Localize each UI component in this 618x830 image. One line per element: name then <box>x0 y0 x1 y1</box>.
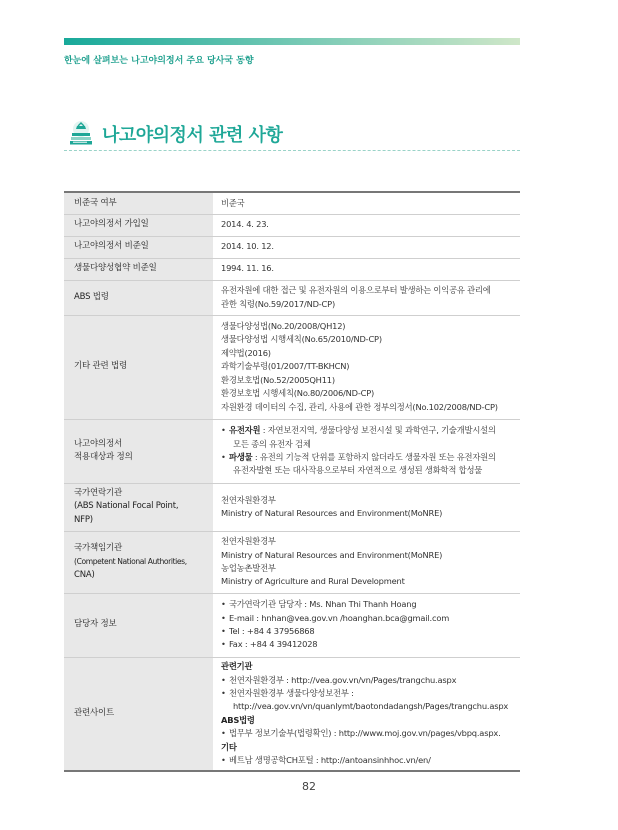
site-item <box>221 727 514 740</box>
value-line: 과학기술부령(01/2007/TT-BKHCN) <box>221 361 350 372</box>
info-table <box>64 191 520 772</box>
site-link[interactable]: 베트남 생명공학CH포털 : http://antoansinhhoc.vn/en/ <box>229 754 431 765</box>
contact-text: Fax : +84 4 39412028 <box>229 639 318 650</box>
row-label: 담당자 정보 <box>64 593 213 657</box>
running-header: 한눈에 살펴보는 나고야의정서 주요 당사국 동향 <box>64 56 254 66</box>
site-item <box>221 674 514 687</box>
row-value: 2014. 10. 12. <box>213 236 520 258</box>
row-value <box>213 280 520 315</box>
row-value <box>213 531 520 593</box>
row-label: 기타 관련 법령 <box>64 315 213 419</box>
table-row <box>64 593 520 657</box>
row-value: 비준국 <box>213 192 520 214</box>
value-line: 천연자원환경부 <box>221 536 276 547</box>
label-line: 적용대상과 정의 <box>74 452 133 462</box>
value-line: 유전자원에 대한 접근 및 유전자원의 이용으로부터 발생하는 이익공유 관리에 <box>221 285 491 296</box>
row-label: ABS 법령 <box>64 280 213 315</box>
site-link[interactable]: 천연자원환경부 : http://vea.gov.vn/vn/Pages/trangchu.aspx <box>229 674 457 685</box>
row-value <box>213 483 520 531</box>
page-number: 82 <box>302 780 316 793</box>
value-line: 환경보호법(No.52/2005QH11) <box>221 374 335 385</box>
library-book-icon <box>66 119 96 149</box>
label-line: CNA) <box>74 569 95 580</box>
label-line: 나고야의정서 <box>74 438 123 449</box>
contact-text: Tel : +84 4 37956868 <box>229 626 315 636</box>
row-value <box>213 315 520 419</box>
title-divider <box>64 150 520 151</box>
row-label: 관련사이트 <box>64 657 213 771</box>
table-row <box>64 315 520 419</box>
table-row <box>64 214 520 236</box>
row-value <box>213 419 520 483</box>
value-line: 생물다양성법 시행세칙(No.65/2010/ND-CP) <box>221 334 382 345</box>
bullet: • <box>221 728 226 739</box>
value-line: 제약법(2016) <box>221 347 271 358</box>
header-gradient-bar <box>64 38 520 45</box>
site-link: 천연자원환경부 생물다양성보전부 : <box>229 687 354 698</box>
bullet: • <box>221 425 226 436</box>
table-row <box>64 657 520 771</box>
row-label <box>64 483 213 531</box>
contact-item <box>221 638 514 651</box>
row-value <box>213 657 520 771</box>
site-link[interactable]: http://vea.gov.vn/vn/quanlymt/baotondadangsh/Pages/trangchu.aspx <box>233 701 509 712</box>
table-row <box>64 192 520 214</box>
label-line: (ABS National Focal Point, <box>74 501 179 512</box>
definition-item <box>221 451 514 464</box>
definition-cont: 모든 종의 유전자 검체 <box>233 438 311 449</box>
site-item <box>221 754 514 767</box>
contact-item <box>221 598 514 611</box>
row-label <box>64 531 213 593</box>
table-row <box>64 531 520 593</box>
site-group-heading: ABS법령 <box>221 714 255 725</box>
contact-item <box>221 625 514 638</box>
bullet: • <box>221 452 226 462</box>
row-value: 2014. 4. 23. <box>213 214 520 236</box>
contact-text: 국가연락기관 담당자 : Ms. Nhan Thi Thanh Hoang <box>229 599 417 610</box>
bullet: • <box>221 599 226 610</box>
site-item <box>221 687 514 700</box>
bullet: • <box>221 626 226 636</box>
value-line: Ministry of Natural Resources and Environment(MoNRE) <box>221 508 443 518</box>
definition-term: 유전자원 <box>229 425 261 436</box>
value-line: 자원환경 데이터의 수집, 관리, 사용에 관한 정부의정서(No.102/2008/ND-CP) <box>221 401 498 412</box>
value-line: 농업농촌발전부 <box>221 563 276 573</box>
label-line: NFP) <box>74 514 93 525</box>
row-value <box>213 593 520 657</box>
bullet: • <box>221 687 226 698</box>
row-value: 1994. 11. 16. <box>213 258 520 280</box>
label-line: 국가책임기관 <box>74 542 123 553</box>
value-line: 환경보호법 시행세칙(No.80/2006/ND-CP) <box>221 388 375 399</box>
definition-item <box>221 424 514 437</box>
label-line: (Competent National Authorities, <box>74 557 187 567</box>
row-label: 나고야의정서 비준일 <box>64 236 213 258</box>
value-line: Ministry of Natural Resources and Environment(MoNRE) <box>221 549 443 560</box>
definition-text: : 유전의 기능적 단위를 포함하지 않더라도 생물자원 또는 유전자원의 <box>252 452 496 462</box>
table-row <box>64 258 520 280</box>
section-title: 나고야의정서 관련 사항 <box>102 125 283 146</box>
label-line: 국가연락기관 <box>74 487 123 498</box>
value-line: 천연자원환경부 <box>221 494 276 505</box>
row-label <box>64 419 213 483</box>
site-link[interactable]: 법무부 정보기술부(법령확인) : http://www.moj.gov.vn/pages/vbpq.aspx. <box>229 728 501 739</box>
site-group-heading: 기타 <box>221 741 237 752</box>
bullet: • <box>221 612 226 623</box>
table-row <box>64 280 520 315</box>
value-line: Ministry of Agriculture and Rural Development <box>221 576 405 587</box>
site-group-heading: 관련기관 <box>221 661 253 672</box>
bullet: • <box>221 639 226 650</box>
value-line: 관한 칙령(No.59/2017/ND-CP) <box>221 298 335 309</box>
row-label: 생물다양성협약 비준일 <box>64 258 213 280</box>
contact-text: E-mail : hnhan@vea.gov.vn /hoanghan.bca@gmail.com <box>229 612 450 623</box>
section-heading <box>66 119 282 149</box>
definition-term: 파생물 <box>229 452 253 462</box>
row-label: 나고야의정서 가입일 <box>64 214 213 236</box>
definition-cont: 유전자발현 또는 대사작용으로부터 자연적으로 생성된 생화학적 합성물 <box>233 465 483 476</box>
table-row <box>64 483 520 531</box>
table-row <box>64 419 520 483</box>
bullet: • <box>221 754 226 765</box>
row-label: 비준국 여부 <box>64 192 213 214</box>
definition-text: : 자연보전지역, 생물다양성 보전시설 및 과학연구, 기술개발시설의 <box>260 425 496 436</box>
contact-item <box>221 612 514 625</box>
bullet: • <box>221 674 226 685</box>
table-row <box>64 236 520 258</box>
value-line: 생물다양성법(No.20/2008/QH12) <box>221 321 346 332</box>
